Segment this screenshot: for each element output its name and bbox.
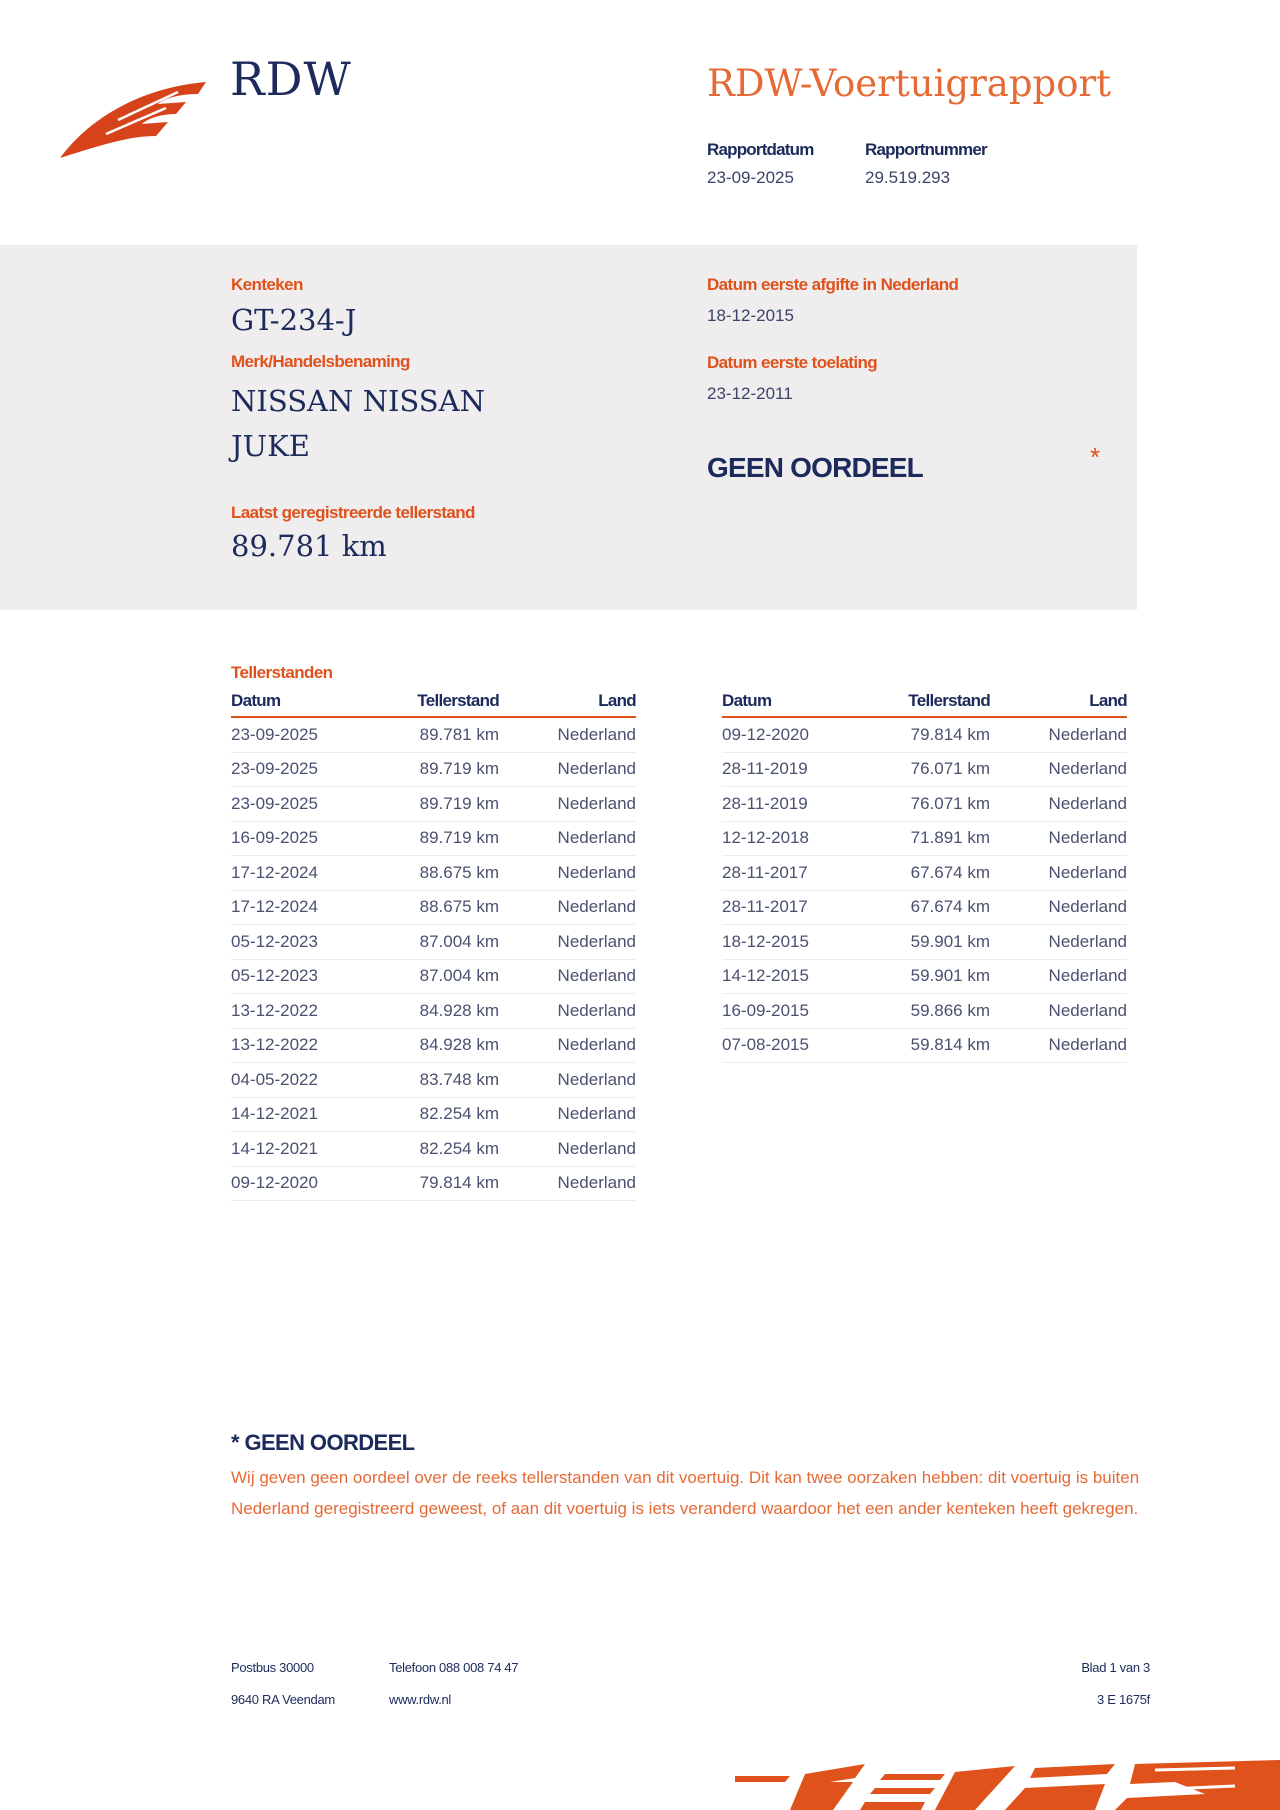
table-row — [231, 925, 636, 960]
cell-odometer: 89.719 km — [419, 828, 499, 848]
note-text: Wij geven geen oordeel over de reeks tellerstanden van dit voertuig. Dit kan twee oorzaken hebben: dit voertuig is buiten Nederland geregistreerd geweest, of aan dit voertuig is iets veranderd waardoor het een ander kenteken heeft gekregen. — [231, 1468, 1140, 1518]
cell-odometer: 67.674 km — [910, 897, 990, 917]
panel-notch — [0, 600, 160, 610]
cell-date: 23-09-2025 — [231, 724, 318, 744]
cell-country: Nederland — [1048, 966, 1127, 986]
table-row — [231, 787, 636, 822]
report-date: 23-09-2025 — [707, 168, 794, 187]
footer-website[interactable]: www.rdw.nl — [389, 1692, 452, 1707]
cell-odometer: 59.814 km — [910, 1035, 990, 1055]
table-row — [722, 1029, 1127, 1064]
cell-date: 16-09-2025 — [231, 828, 318, 848]
table-row — [722, 822, 1127, 857]
cell-country: Nederland — [1048, 724, 1127, 744]
cell-date: 09-12-2020 — [722, 724, 809, 744]
cell-odometer: 79.814 km — [910, 724, 990, 744]
cell-odometer: 89.719 km — [419, 793, 499, 813]
cell-odometer: 71.891 km — [910, 828, 990, 848]
report-number-label: Rapportnummer — [865, 140, 987, 159]
cell-odometer: 87.004 km — [419, 931, 499, 951]
table-row — [231, 856, 636, 891]
cell-date: 07-08-2015 — [722, 1035, 809, 1055]
cell-country: Nederland — [557, 1138, 636, 1158]
cell-odometer: 67.674 km — [910, 862, 990, 882]
report-number: 29.519.293 — [865, 168, 951, 187]
cell-country: Nederland — [1048, 828, 1127, 848]
table-header — [722, 686, 1127, 718]
cell-date: 18-12-2015 — [722, 931, 809, 951]
cell-odometer: 87.004 km — [419, 966, 499, 986]
table-row — [231, 1063, 636, 1098]
col-country: Land — [598, 691, 636, 710]
readings-table-left — [231, 686, 636, 1201]
verdict-asterisk: * — [1090, 442, 1101, 472]
footer-stripes-icon — [735, 1760, 1280, 1810]
cell-date: 04-05-2022 — [231, 1069, 318, 1089]
cell-country: Nederland — [557, 862, 636, 882]
last-odometer: 89.781 km — [231, 529, 387, 563]
cell-date: 23-09-2025 — [231, 793, 318, 813]
cell-date: 28-11-2019 — [722, 793, 808, 813]
table-row — [231, 822, 636, 857]
cell-date: 14-12-2015 — [722, 966, 809, 986]
table-row — [231, 1029, 636, 1064]
footer-city: 9640 RA Veendam — [231, 1692, 335, 1707]
cell-country: Nederland — [1048, 897, 1127, 917]
cell-country: Nederland — [1048, 862, 1127, 882]
cell-country: Nederland — [1048, 759, 1127, 779]
plate-label: Kenteken — [231, 275, 303, 294]
table-row — [231, 1098, 636, 1133]
table-row — [231, 994, 636, 1029]
cell-country: Nederland — [557, 1035, 636, 1055]
cell-country: Nederland — [557, 759, 636, 779]
cell-country: Nederland — [557, 724, 636, 744]
cell-country: Nederland — [557, 1000, 636, 1020]
cell-date: 14-12-2021 — [231, 1138, 318, 1158]
col-country: Land — [1089, 691, 1127, 710]
readings-title: Tellerstanden — [231, 663, 333, 682]
odometer-label: Laatst geregistreerde tellerstand — [231, 503, 475, 522]
cell-odometer: 89.781 km — [419, 724, 499, 744]
cell-date: 13-12-2022 — [231, 1000, 318, 1020]
cell-odometer: 89.719 km — [419, 759, 499, 779]
cell-country: Nederland — [1048, 931, 1127, 951]
cell-country: Nederland — [1048, 793, 1127, 813]
col-odometer: Tellerstand — [908, 691, 990, 710]
cell-date: 09-12-2020 — [231, 1173, 318, 1193]
rdw-logo-icon — [58, 80, 208, 160]
cell-date: 05-12-2023 — [231, 966, 318, 986]
col-date: Datum — [722, 691, 772, 710]
table-row — [722, 891, 1127, 926]
first-admission-date: 23-12-2011 — [707, 384, 793, 403]
first-nl-date: 18-12-2015 — [707, 306, 794, 325]
table-row — [722, 856, 1127, 891]
table-row — [722, 960, 1127, 995]
footer-phone: Telefoon 088 008 74 47 — [389, 1660, 519, 1675]
cell-odometer: 88.675 km — [419, 897, 499, 917]
table-row — [231, 718, 636, 753]
col-odometer: Tellerstand — [417, 691, 499, 710]
cell-odometer: 76.071 km — [910, 759, 990, 779]
table-row — [722, 753, 1127, 788]
cell-country: Nederland — [557, 828, 636, 848]
table-row — [722, 925, 1127, 960]
table-row — [231, 960, 636, 995]
cell-date: 28-11-2017 — [722, 897, 808, 917]
cell-odometer: 83.748 km — [419, 1069, 499, 1089]
table-row — [722, 787, 1127, 822]
cell-country: Nederland — [557, 931, 636, 951]
cell-country: Nederland — [557, 1104, 636, 1124]
cell-date: 17-12-2024 — [231, 862, 318, 882]
verdict: GEEN OORDEEL — [707, 452, 923, 483]
cell-country: Nederland — [557, 793, 636, 813]
brand-line-2: JUKE — [231, 429, 310, 463]
footer-code: 3 E 1675f — [1097, 1692, 1150, 1707]
brand-line-1: NISSAN NISSAN — [231, 384, 485, 418]
cell-odometer: 84.928 km — [419, 1000, 499, 1020]
readings-table-right — [722, 686, 1127, 1063]
table-row — [231, 1167, 636, 1202]
cell-date: 16-09-2015 — [722, 1000, 809, 1020]
cell-country: Nederland — [1048, 1035, 1127, 1055]
first-nl-label: Datum eerste afgifte in Nederland — [707, 275, 959, 294]
cell-date: 28-11-2019 — [722, 759, 808, 779]
cell-odometer: 82.254 km — [419, 1104, 499, 1124]
cell-date: 05-12-2023 — [231, 931, 318, 951]
cell-country: Nederland — [557, 897, 636, 917]
cell-odometer: 88.675 km — [419, 862, 499, 882]
cell-odometer: 79.814 km — [419, 1173, 499, 1193]
table-row — [231, 891, 636, 926]
cell-odometer: 59.866 km — [910, 1000, 990, 1020]
logo-text: RDW — [230, 52, 352, 106]
table-row — [722, 718, 1127, 753]
footer-postbus: Postbus 30000 — [231, 1660, 314, 1675]
table-row — [231, 753, 636, 788]
first-admission-label: Datum eerste toelating — [707, 353, 878, 372]
license-plate: GT-234-J — [231, 303, 357, 337]
table-row — [231, 1132, 636, 1167]
cell-odometer: 84.928 km — [419, 1035, 499, 1055]
report-title: RDW-Voertuigrapport — [707, 62, 1112, 105]
table-row — [722, 994, 1127, 1029]
cell-date: 28-11-2017 — [722, 862, 808, 882]
footer-page: Blad 1 van 3 — [1081, 1660, 1150, 1675]
brand-label: Merk/Handelsbenaming — [231, 352, 410, 371]
col-date: Datum — [231, 691, 281, 710]
cell-country: Nederland — [1048, 1000, 1127, 1020]
cell-odometer: 59.901 km — [910, 931, 990, 951]
note-title: * GEEN OORDEEL — [231, 1430, 415, 1455]
cell-date: 12-12-2018 — [722, 828, 809, 848]
cell-date: 13-12-2022 — [231, 1035, 318, 1055]
cell-odometer: 59.901 km — [910, 966, 990, 986]
cell-country: Nederland — [557, 1069, 636, 1089]
cell-country: Nederland — [557, 1173, 636, 1193]
cell-date: 23-09-2025 — [231, 759, 318, 779]
cell-date: 17-12-2024 — [231, 897, 318, 917]
cell-country: Nederland — [557, 966, 636, 986]
cell-odometer: 76.071 km — [910, 793, 990, 813]
table-header — [231, 686, 636, 718]
cell-odometer: 82.254 km — [419, 1138, 499, 1158]
report-date-label: Rapportdatum — [707, 140, 814, 159]
cell-date: 14-12-2021 — [231, 1104, 318, 1124]
vehicle-info-panel — [0, 245, 1137, 610]
